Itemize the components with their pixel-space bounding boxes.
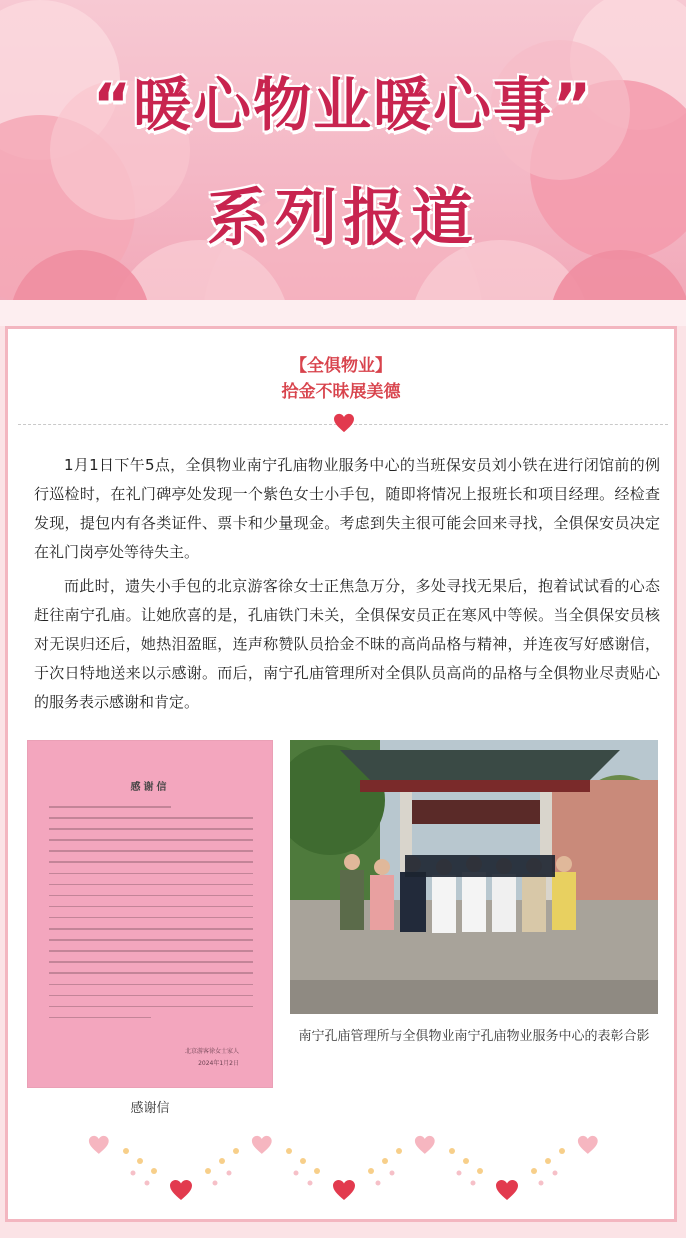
article-headline: 拾金不昧展美德 <box>281 382 401 402</box>
photo-caption: 南宁孔庙管理所与全俱物业南宁孔庙物业服务中心的表彰合影 <box>298 1029 650 1044</box>
header-banner <box>0 0 686 300</box>
company-tag: 【全俱物业】 <box>290 356 392 376</box>
letter-body-lines <box>49 806 253 1028</box>
group-photo-illustration <box>290 740 658 1014</box>
thank-you-letter-image <box>27 740 273 1088</box>
banner-title-line1: “暖心物业暖心事” <box>92 71 594 139</box>
article-paragraph-1: 1月1日下午5点，全俱物业南宁孔庙物业服务中心的当班保安员刘小铁在进行闭馆前的例行巡检时，在礼门碑亭处发现一个紫色女士小手包，随即将情况上报班长和项目经理。经检查发现，提包内有各类证件、票卡和少量现金。考虑到失主很可能会回来寻找，全俱保安员决定在礼门岗亭处等待失主。 <box>34 456 660 561</box>
letter-signature: 北京游客徐女士家人 <box>184 1048 239 1055</box>
group-photo-image <box>290 740 658 1014</box>
heart-dots-decoration <box>8 1129 674 1209</box>
banner-title-line2: 系列报道 <box>206 181 479 254</box>
article-card <box>5 326 677 1222</box>
letter-title: 感谢信 <box>130 782 170 793</box>
letter-date: 2024年1月2日 <box>198 1060 239 1067</box>
article-paragraph-2: 而此时，遗失小手包的北京游客徐女士正焦急万分，多处寻找无果后，抱着试试看的心态赶往南宁孔庙。让她欣喜的是，孔庙铁门未关，全俱保安员正在寒风中等候。当全俱保安员核对无误归还后，她热泪盈眶，连声称赞队员拾金不昧的高尚品格与精神，并连夜写好感谢信，于次日特地送来以示感谢。而后，南宁孔庙管理所对全俱队员高尚的品格与全俱物业尽责贴心的服务表示感谢和肯定。 <box>34 577 660 711</box>
letter-caption: 感谢信 <box>130 1101 170 1116</box>
heart-icon <box>333 413 355 433</box>
banner-spacer <box>0 300 686 326</box>
